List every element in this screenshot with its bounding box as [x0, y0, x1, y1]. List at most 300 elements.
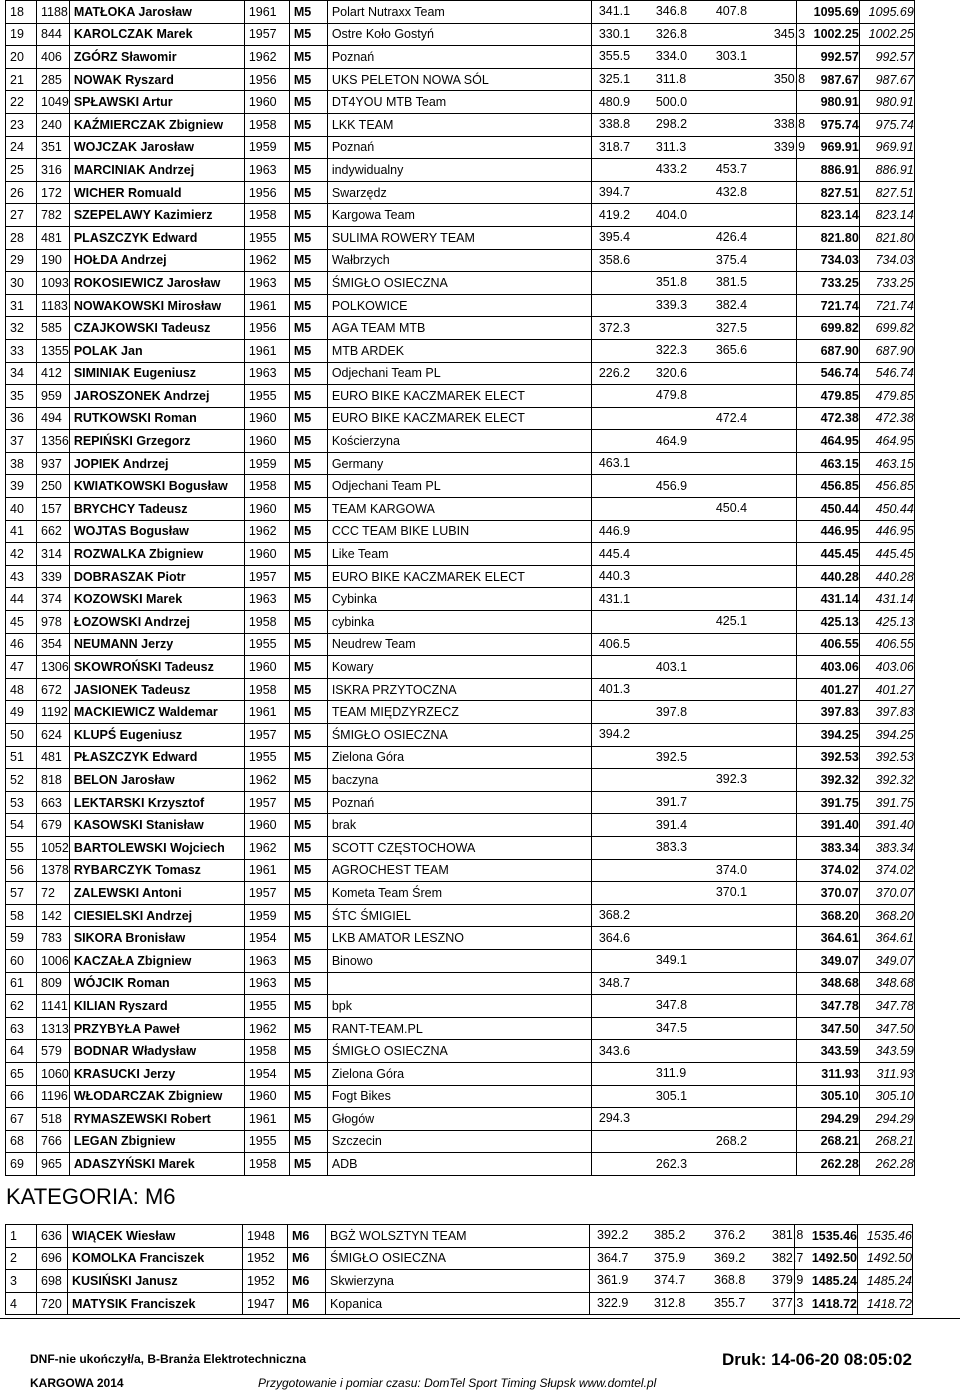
stage-score-1: 394.7 — [598, 185, 631, 200]
cell-bib-number: 1052 — [37, 836, 70, 859]
stage-score-1: 348.7 — [598, 975, 631, 990]
cell-birth-year: 1962 — [244, 46, 289, 69]
cell-stage-scores — [591, 272, 796, 295]
stage-score-1: 325.1 — [598, 72, 631, 87]
cell-total-points-italic: 401.27 — [859, 678, 914, 701]
stage-score-2: 383.3 — [655, 840, 688, 855]
cell-team: POLKOWICE — [327, 294, 591, 317]
table-row — [6, 678, 915, 701]
cell-total-points-italic: 368.20 — [859, 904, 914, 927]
stage-score-3: 432.8 — [715, 185, 748, 200]
cell-team: ŚMIGŁO OSIECZNA — [327, 1040, 591, 1063]
cell-team: Polart Nutraxx Team — [327, 1, 591, 24]
stage-score-4: 382.7 — [772, 1250, 804, 1265]
cell-position: 40 — [6, 498, 37, 521]
cell-rider-name: CIESIELSKI Andrzej — [69, 904, 244, 927]
cell-total-points-italic: 348.68 — [859, 972, 914, 995]
cell-team: Neudrew Team — [327, 633, 591, 656]
cell-category: M5 — [289, 949, 327, 972]
cell-team: SULIMA ROWERY TEAM — [327, 226, 591, 249]
table-row — [6, 859, 915, 882]
table-row — [6, 68, 915, 91]
cell-team: Like Team — [327, 543, 591, 566]
stage-score-2: 322.3 — [655, 343, 688, 358]
cell-bib-number: 965 — [37, 1153, 70, 1176]
cell-total-points: 370.07 — [796, 882, 859, 905]
cell-team: EURO BIKE KACZMAREK ELECT — [327, 407, 591, 430]
cell-rider-name: RUTKOWSKI Roman — [69, 407, 244, 430]
cell-birth-year: 1960 — [244, 656, 289, 679]
cell-category: M5 — [289, 543, 327, 566]
cell-category: M5 — [289, 1, 327, 24]
stage-score-2: 374.7 — [654, 1273, 686, 1288]
cell-total-points-italic: 406.55 — [859, 633, 914, 656]
cell-birth-year: 1954 — [244, 927, 289, 950]
cell-stage-scores — [591, 995, 796, 1018]
cell-team: EURO BIKE KACZMAREK ELECT — [327, 565, 591, 588]
cell-total-points-italic: 383.34 — [859, 836, 914, 859]
cell-team — [327, 972, 591, 995]
cell-total-points: 425.13 — [796, 611, 859, 634]
cell-total-points-italic: 721.74 — [859, 294, 914, 317]
cell-total-points: 394.25 — [796, 724, 859, 747]
cell-team: EURO BIKE KACZMAREK ELECT — [327, 385, 591, 408]
cell-total-points: 445.45 — [796, 543, 859, 566]
cell-birth-year: 1960 — [244, 407, 289, 430]
cell-stage-scores — [590, 1225, 804, 1248]
cell-total-points-italic: 1095.69 — [859, 1, 914, 24]
cell-bib-number: 339 — [37, 565, 70, 588]
cell-rider-name: JAROSZONEK Andrzej — [69, 385, 244, 408]
cell-position: 63 — [6, 1017, 37, 1040]
cell-total-points: 403.06 — [796, 656, 859, 679]
cell-category: M5 — [289, 407, 327, 430]
cell-total-points: 827.51 — [796, 181, 859, 204]
cell-bib-number: 1196 — [37, 1085, 70, 1108]
table-row — [6, 565, 915, 588]
stage-score-3: 450.4 — [715, 501, 748, 516]
cell-total-points-italic: 394.25 — [859, 724, 914, 747]
cell-category: M5 — [289, 859, 327, 882]
stage-score-2: 391.7 — [655, 795, 688, 810]
cell-bib-number: 679 — [37, 814, 70, 837]
stage-score-3: 453.7 — [715, 162, 748, 177]
cell-birth-year: 1962 — [244, 1017, 289, 1040]
cell-bib-number: 190 — [37, 249, 70, 272]
cell-bib-number: 494 — [37, 407, 70, 430]
table-row — [6, 1153, 915, 1176]
cell-category: M6 — [288, 1247, 326, 1270]
table-row — [6, 430, 915, 453]
table-row — [6, 498, 915, 521]
cell-position: 24 — [6, 136, 37, 159]
stage-score-2: 311.8 — [655, 72, 687, 87]
cell-stage-scores — [591, 1153, 796, 1176]
stage-score-3: 369.2 — [714, 1250, 746, 1265]
cell-total-points-italic: 397.83 — [859, 701, 914, 724]
table-row — [6, 791, 915, 814]
cell-team: LKB AMATOR LESZNO — [327, 927, 591, 950]
cell-category: M5 — [289, 362, 327, 385]
cell-rider-name: BARTOLEWSKI Wojciech — [69, 836, 244, 859]
cell-stage-scores — [591, 498, 796, 521]
cell-bib-number: 1192 — [37, 701, 70, 724]
cell-total-points-italic: 1418.72 — [858, 1292, 913, 1315]
table-row — [6, 611, 915, 634]
cell-stage-scores — [591, 633, 796, 656]
cell-position: 21 — [6, 68, 37, 91]
category-title-m6: KATEGORIA: M6 — [6, 1184, 176, 1209]
cell-rider-name: KOMOLKA Franciszek — [68, 1247, 243, 1270]
stage-score-1: 419.2 — [598, 207, 631, 222]
stage-score-1: 364.7 — [597, 1250, 629, 1265]
event-name: KARGOWA 2014 — [30, 1376, 124, 1390]
cell-position: 38 — [6, 452, 37, 475]
stage-score-3: 472.4 — [715, 410, 748, 425]
cell-position: 2 — [6, 1247, 37, 1270]
cell-total-points: 1418.72 — [795, 1292, 858, 1315]
cell-team: ŚMIGŁO OSIECZNA — [326, 1247, 590, 1270]
cell-total-points: 1492.50 — [795, 1247, 858, 1270]
cell-total-points: 431.14 — [796, 588, 859, 611]
cell-category: M5 — [289, 1062, 327, 1085]
cell-birth-year: 1960 — [244, 1085, 289, 1108]
cell-rider-name: PLASZCZYK Edward — [69, 226, 244, 249]
cell-rider-name: BRYCHCY Tadeusz — [69, 498, 244, 521]
cell-position: 32 — [6, 317, 37, 340]
stage-score-2: 464.9 — [655, 433, 688, 448]
table-row — [6, 23, 915, 46]
cell-birth-year: 1961 — [244, 339, 289, 362]
cell-stage-scores — [591, 46, 796, 69]
cell-stage-scores — [590, 1247, 804, 1270]
stage-score-3: 382.4 — [715, 298, 748, 313]
cell-total-points-italic: 733.25 — [859, 272, 914, 295]
table-row — [6, 362, 915, 385]
cell-stage-scores — [591, 701, 796, 724]
cell-total-points: 347.78 — [796, 995, 859, 1018]
table-row — [6, 1085, 915, 1108]
table-row — [6, 204, 915, 227]
cell-total-points: 1535.46 — [795, 1225, 858, 1248]
table-row — [6, 159, 915, 182]
cell-rider-name: KAROLCZAK Marek — [69, 23, 244, 46]
stage-score-1: 446.9 — [598, 523, 631, 538]
stage-score-1: 445.4 — [598, 546, 631, 561]
cell-position: 51 — [6, 746, 37, 769]
cell-team: baczyna — [327, 769, 591, 792]
table-row — [6, 475, 915, 498]
cell-total-points: 383.34 — [796, 836, 859, 859]
cell-bib-number: 351 — [37, 136, 70, 159]
cell-total-points: 348.68 — [796, 972, 859, 995]
stage-score-1: 401.3 — [598, 682, 631, 697]
cell-stage-scores — [591, 814, 796, 837]
stage-score-2: 375.9 — [654, 1250, 686, 1265]
cell-total-points-italic: 431.14 — [859, 588, 914, 611]
cell-stage-scores — [590, 1292, 804, 1315]
cell-stage-scores — [591, 791, 796, 814]
table-row — [6, 1130, 915, 1153]
cell-total-points: 992.57 — [796, 46, 859, 69]
table-row — [6, 836, 915, 859]
cell-stage-scores — [591, 159, 796, 182]
cell-rider-name: MARCINIAK Andrzej — [69, 159, 244, 182]
table-row — [6, 995, 915, 1018]
stage-score-4: 345.3 — [773, 26, 806, 41]
cell-position: 29 — [6, 249, 37, 272]
cell-total-points: 397.83 — [796, 701, 859, 724]
cell-category: M5 — [289, 836, 327, 859]
cell-category: M5 — [289, 452, 327, 475]
cell-stage-scores — [591, 68, 806, 91]
cell-total-points: 294.29 — [796, 1108, 859, 1131]
cell-team: MTB ARDEK — [327, 339, 591, 362]
cell-bib-number: 720 — [37, 1292, 68, 1315]
cell-stage-scores — [591, 91, 796, 114]
cell-birth-year: 1958 — [244, 611, 289, 634]
stage-score-1: 322.9 — [597, 1296, 629, 1311]
cell-stage-scores — [591, 226, 796, 249]
cell-stage-scores — [591, 407, 796, 430]
cell-bib-number: 481 — [37, 226, 70, 249]
cell-position: 54 — [6, 814, 37, 837]
cell-team: UKS PELETON NOWA SÓL — [327, 68, 591, 91]
cell-team: LKK TEAM — [327, 113, 591, 136]
cell-bib-number: 285 — [37, 68, 70, 91]
cell-birth-year: 1961 — [244, 859, 289, 882]
table-row — [6, 882, 915, 905]
footer-divider — [0, 1318, 960, 1319]
cell-total-points-italic: 311.93 — [859, 1062, 914, 1085]
table-row — [6, 1017, 915, 1040]
table-row — [6, 113, 915, 136]
cell-stage-scores — [591, 543, 796, 566]
stage-score-2: 339.3 — [655, 298, 688, 313]
cell-team: ISKRA PRZYTOCZNA — [327, 678, 591, 701]
cell-bib-number: 1378 — [37, 859, 70, 882]
cell-total-points: 374.02 — [796, 859, 859, 882]
cell-team: TEAM MIĘDZYRZECZ — [327, 701, 591, 724]
cell-stage-scores — [591, 339, 796, 362]
cell-total-points-italic: 349.07 — [859, 949, 914, 972]
table-row — [6, 272, 915, 295]
cell-team: Kowary — [327, 656, 591, 679]
cell-total-points-italic: 370.07 — [859, 882, 914, 905]
cell-team: AGROCHEST TEAM — [327, 859, 591, 882]
cell-position: 59 — [6, 927, 37, 950]
cell-total-points: 987.67 — [796, 68, 859, 91]
stage-score-3: 368.8 — [714, 1273, 746, 1288]
stage-score-2: 347.5 — [655, 1021, 688, 1036]
cell-category: M5 — [289, 1085, 327, 1108]
cell-team: Poznań — [327, 46, 591, 69]
cell-birth-year: 1959 — [244, 452, 289, 475]
cell-team: Germany — [327, 452, 591, 475]
cell-bib-number: 172 — [37, 181, 70, 204]
stage-score-3: 370.1 — [715, 885, 748, 900]
cell-team: Kargowa Team — [327, 204, 591, 227]
cell-birth-year: 1958 — [244, 1040, 289, 1063]
table-row — [6, 1225, 913, 1248]
cell-bib-number: 250 — [37, 475, 70, 498]
cell-team: Zielona Góra — [327, 1062, 591, 1085]
stage-score-1: 406.5 — [598, 636, 631, 651]
cell-bib-number: 937 — [37, 452, 70, 475]
stage-score-3: 426.4 — [715, 230, 748, 245]
cell-category: M5 — [289, 204, 327, 227]
cell-total-points-italic: 391.40 — [859, 814, 914, 837]
cell-category: M5 — [289, 1153, 327, 1176]
cell-position: 3 — [6, 1270, 37, 1293]
cell-total-points: 347.50 — [796, 1017, 859, 1040]
cell-bib-number: 374 — [37, 588, 70, 611]
cell-stage-scores — [591, 204, 796, 227]
cell-rider-name: WOJTAS Bogusław — [69, 520, 244, 543]
table-row — [6, 385, 915, 408]
cell-bib-number: 1060 — [37, 1062, 70, 1085]
cell-birth-year: 1963 — [244, 588, 289, 611]
cell-birth-year: 1960 — [244, 543, 289, 566]
cell-total-points-italic: 821.80 — [859, 226, 914, 249]
cell-birth-year: 1962 — [244, 769, 289, 792]
cell-total-points-italic: 392.32 — [859, 769, 914, 792]
cell-category: M6 — [288, 1225, 326, 1248]
cell-birth-year: 1955 — [244, 385, 289, 408]
cell-rider-name: WŁODARCZAK Zbigniew — [69, 1085, 244, 1108]
cell-stage-scores — [591, 1085, 796, 1108]
cell-position: 55 — [6, 836, 37, 859]
cell-bib-number: 809 — [37, 972, 70, 995]
cell-stage-scores — [591, 949, 796, 972]
cell-rider-name: SPŁAWSKI Artur — [69, 91, 244, 114]
cell-category: M5 — [289, 136, 327, 159]
cell-rider-name: PŁASZCZYK Edward — [69, 746, 244, 769]
cell-stage-scores — [591, 294, 796, 317]
table-row — [6, 181, 915, 204]
cell-category: M5 — [289, 724, 327, 747]
cell-team: DT4YOU MTB Team — [327, 91, 591, 114]
cell-birth-year: 1960 — [244, 814, 289, 837]
cell-team: Kopanica — [326, 1292, 590, 1315]
cell-team: Odjechani Team PL — [327, 362, 591, 385]
cell-total-points-italic: 403.06 — [859, 656, 914, 679]
cell-rider-name: WÓJCIK Roman — [69, 972, 244, 995]
stage-score-2: 311.3 — [655, 139, 687, 154]
cell-position: 27 — [6, 204, 37, 227]
cell-rider-name: NOWAK Ryszard — [69, 68, 244, 91]
cell-bib-number: 314 — [37, 543, 70, 566]
cell-position: 25 — [6, 159, 37, 182]
cell-category: M5 — [289, 814, 327, 837]
cell-rider-name: KACZAŁA Zbigniew — [69, 949, 244, 972]
cell-total-points-italic: 1485.24 — [858, 1270, 913, 1293]
table-row — [6, 520, 915, 543]
cell-team: Kościerzyna — [327, 430, 591, 453]
cell-bib-number: 240 — [37, 113, 70, 136]
cell-total-points-italic: 305.10 — [859, 1085, 914, 1108]
cell-rider-name: LEGAN Zbigniew — [69, 1130, 244, 1153]
cell-bib-number: 663 — [37, 791, 70, 814]
cell-position: 53 — [6, 791, 37, 814]
cell-bib-number: 766 — [37, 1130, 70, 1153]
cell-total-points: 1002.25 — [796, 23, 859, 46]
cell-rider-name: ZALEWSKI Antoni — [69, 882, 244, 905]
cell-rider-name: WICHER Romuald — [69, 181, 244, 204]
cell-position: 26 — [6, 181, 37, 204]
cell-total-points-italic: 1535.46 — [858, 1225, 913, 1248]
cell-bib-number: 696 — [37, 1247, 68, 1270]
cell-position: 66 — [6, 1085, 37, 1108]
cell-stage-scores — [591, 1062, 796, 1085]
stage-score-2: 334.0 — [655, 49, 688, 64]
cell-category: M5 — [289, 339, 327, 362]
cell-total-points: 734.03 — [796, 249, 859, 272]
cell-total-points: 980.91 — [796, 91, 859, 114]
cell-position: 37 — [6, 430, 37, 453]
cell-category: M5 — [289, 46, 327, 69]
stage-score-2: 312.8 — [654, 1296, 686, 1311]
stage-score-4: 338.8 — [773, 117, 806, 132]
cell-position: 19 — [6, 23, 37, 46]
cell-total-points: 392.32 — [796, 769, 859, 792]
cell-total-points-italic: 425.13 — [859, 611, 914, 634]
stage-score-2: 347.8 — [655, 998, 688, 1013]
cell-rider-name: JASIONEK Tadeusz — [69, 678, 244, 701]
cell-bib-number: 354 — [37, 633, 70, 656]
stage-score-2: 320.6 — [655, 365, 688, 380]
table-row — [6, 1, 915, 24]
cell-category: M5 — [289, 791, 327, 814]
cell-bib-number: 959 — [37, 385, 70, 408]
cell-stage-scores — [591, 452, 796, 475]
cell-team: RANT-TEAM.PL — [327, 1017, 591, 1040]
cell-category: M5 — [289, 385, 327, 408]
stage-score-3: 392.3 — [715, 772, 748, 787]
cell-stage-scores — [591, 181, 796, 204]
cell-stage-scores — [591, 1130, 796, 1153]
cell-bib-number: 1006 — [37, 949, 70, 972]
cell-position: 34 — [6, 362, 37, 385]
table-row — [6, 226, 915, 249]
cell-birth-year: 1955 — [244, 226, 289, 249]
cell-total-points-italic: 343.59 — [859, 1040, 914, 1063]
cell-position: 52 — [6, 769, 37, 792]
cell-bib-number: 518 — [37, 1108, 70, 1131]
cell-category: M5 — [289, 746, 327, 769]
cell-bib-number: 406 — [37, 46, 70, 69]
cell-rider-name: POLAK Jan — [69, 339, 244, 362]
stage-score-3: 376.2 — [714, 1228, 746, 1243]
cell-position: 45 — [6, 611, 37, 634]
cell-rider-name: HOŁDA Andrzej — [69, 249, 244, 272]
cell-rider-name: MACKIEWICZ Waldemar — [69, 701, 244, 724]
cell-stage-scores — [590, 1270, 804, 1293]
stage-score-2: 346.8 — [655, 4, 688, 19]
cell-category: M5 — [289, 520, 327, 543]
cell-bib-number: 157 — [37, 498, 70, 521]
cell-total-points-italic: 294.29 — [859, 1108, 914, 1131]
cell-category: M5 — [289, 882, 327, 905]
cell-bib-number: 818 — [37, 769, 70, 792]
cell-total-points: 721.74 — [796, 294, 859, 317]
cell-team: indywidualny — [327, 159, 591, 182]
stage-score-1: 392.2 — [597, 1228, 629, 1243]
cell-total-points: 305.10 — [796, 1085, 859, 1108]
stage-score-2: 404.0 — [655, 207, 688, 222]
stage-score-1: 294.3 — [598, 1111, 631, 1126]
cell-position: 20 — [6, 46, 37, 69]
